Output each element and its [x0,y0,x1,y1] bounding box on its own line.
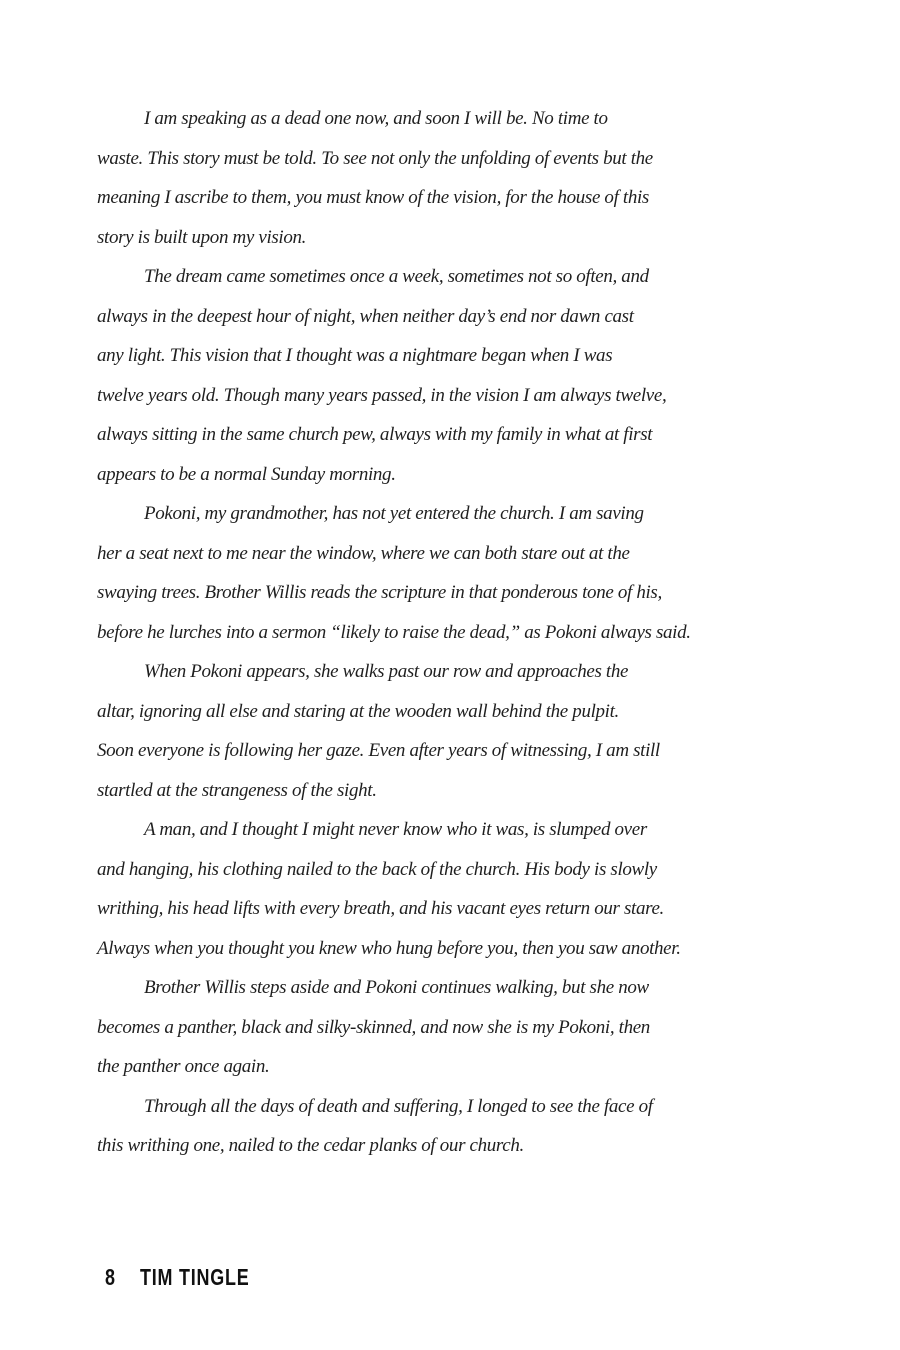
text-line: her a seat next to me near the window, where we can both stare out at the [97,542,630,564]
text-line: twelve years old. Though many years passed, in the vision I am always twelve, [97,384,667,406]
text-line: story is built upon my vision. [97,226,307,248]
text-line: Pokoni, my grandmother, has not yet entered the church. I am saving [144,503,644,524]
page-footer [0,1262,900,1296]
text-line: writhing, his head lifts with every breath, and his vacant eyes return our stare. [97,898,664,919]
text-line: startled at the strangeness of the sight. [97,779,377,801]
text-line: waste. This story must be told. To see not only the unfolding of events but the [97,147,653,169]
text-line: and hanging, his clothing nailed to the back of the church. His body is slowly [97,858,657,880]
text-line: The dream came sometimes once a week, sometimes not so often, and [144,266,649,287]
text-line: appears to be a normal Sunday morning. [97,463,396,485]
text-line: becomes a panther, black and silky-skinned, and now she is my Pokoni, then [97,1016,650,1038]
text-line: Always when you thought you knew who hung before you, then you saw another. [97,937,681,959]
text-line: Soon everyone is following her gaze. Even after years of witnessing, I am still [97,740,660,761]
text-line: When Pokoni appears, she walks past our row and approaches the [144,661,629,682]
text-line: any light. This vision that I thought was a nightmare began when I was [97,345,613,366]
text-line: Brother Willis steps aside and Pokoni continues walking, but she now [144,977,649,998]
text-line: A man, and I thought I might never know who it was, is slumped over [144,819,647,840]
text-line: altar, ignoring all else and staring at the wooden wall behind the pulpit. [97,700,619,722]
text-line: meaning I ascribe to them, you must know of the vision, for the house of this [97,187,649,208]
page-text [97,99,757,1166]
page-number: 8 [105,1264,116,1290]
running-header-author: TIM TINGLE [140,1264,250,1290]
text-line: always sitting in the same church pew, always with my family in what at first [97,424,653,445]
text-line: the panther once again. [97,1056,270,1077]
text-line: this writhing one, nailed to the cedar planks of our church. [97,1135,524,1156]
text-line: Through all the days of death and suffering, I longed to see the face of [144,1095,653,1117]
text-line: swaying trees. Brother Willis reads the scripture in that ponderous tone of his, [97,582,662,603]
text-line: before he lurches into a sermon “likely to raise the dead,” as Pokoni always said. [97,621,691,643]
text-line: always in the deepest hour of night, when neither day’s end nor dawn cast [97,305,634,327]
text-line: I am speaking as a dead one now, and soon I will be. No time to [144,108,608,129]
